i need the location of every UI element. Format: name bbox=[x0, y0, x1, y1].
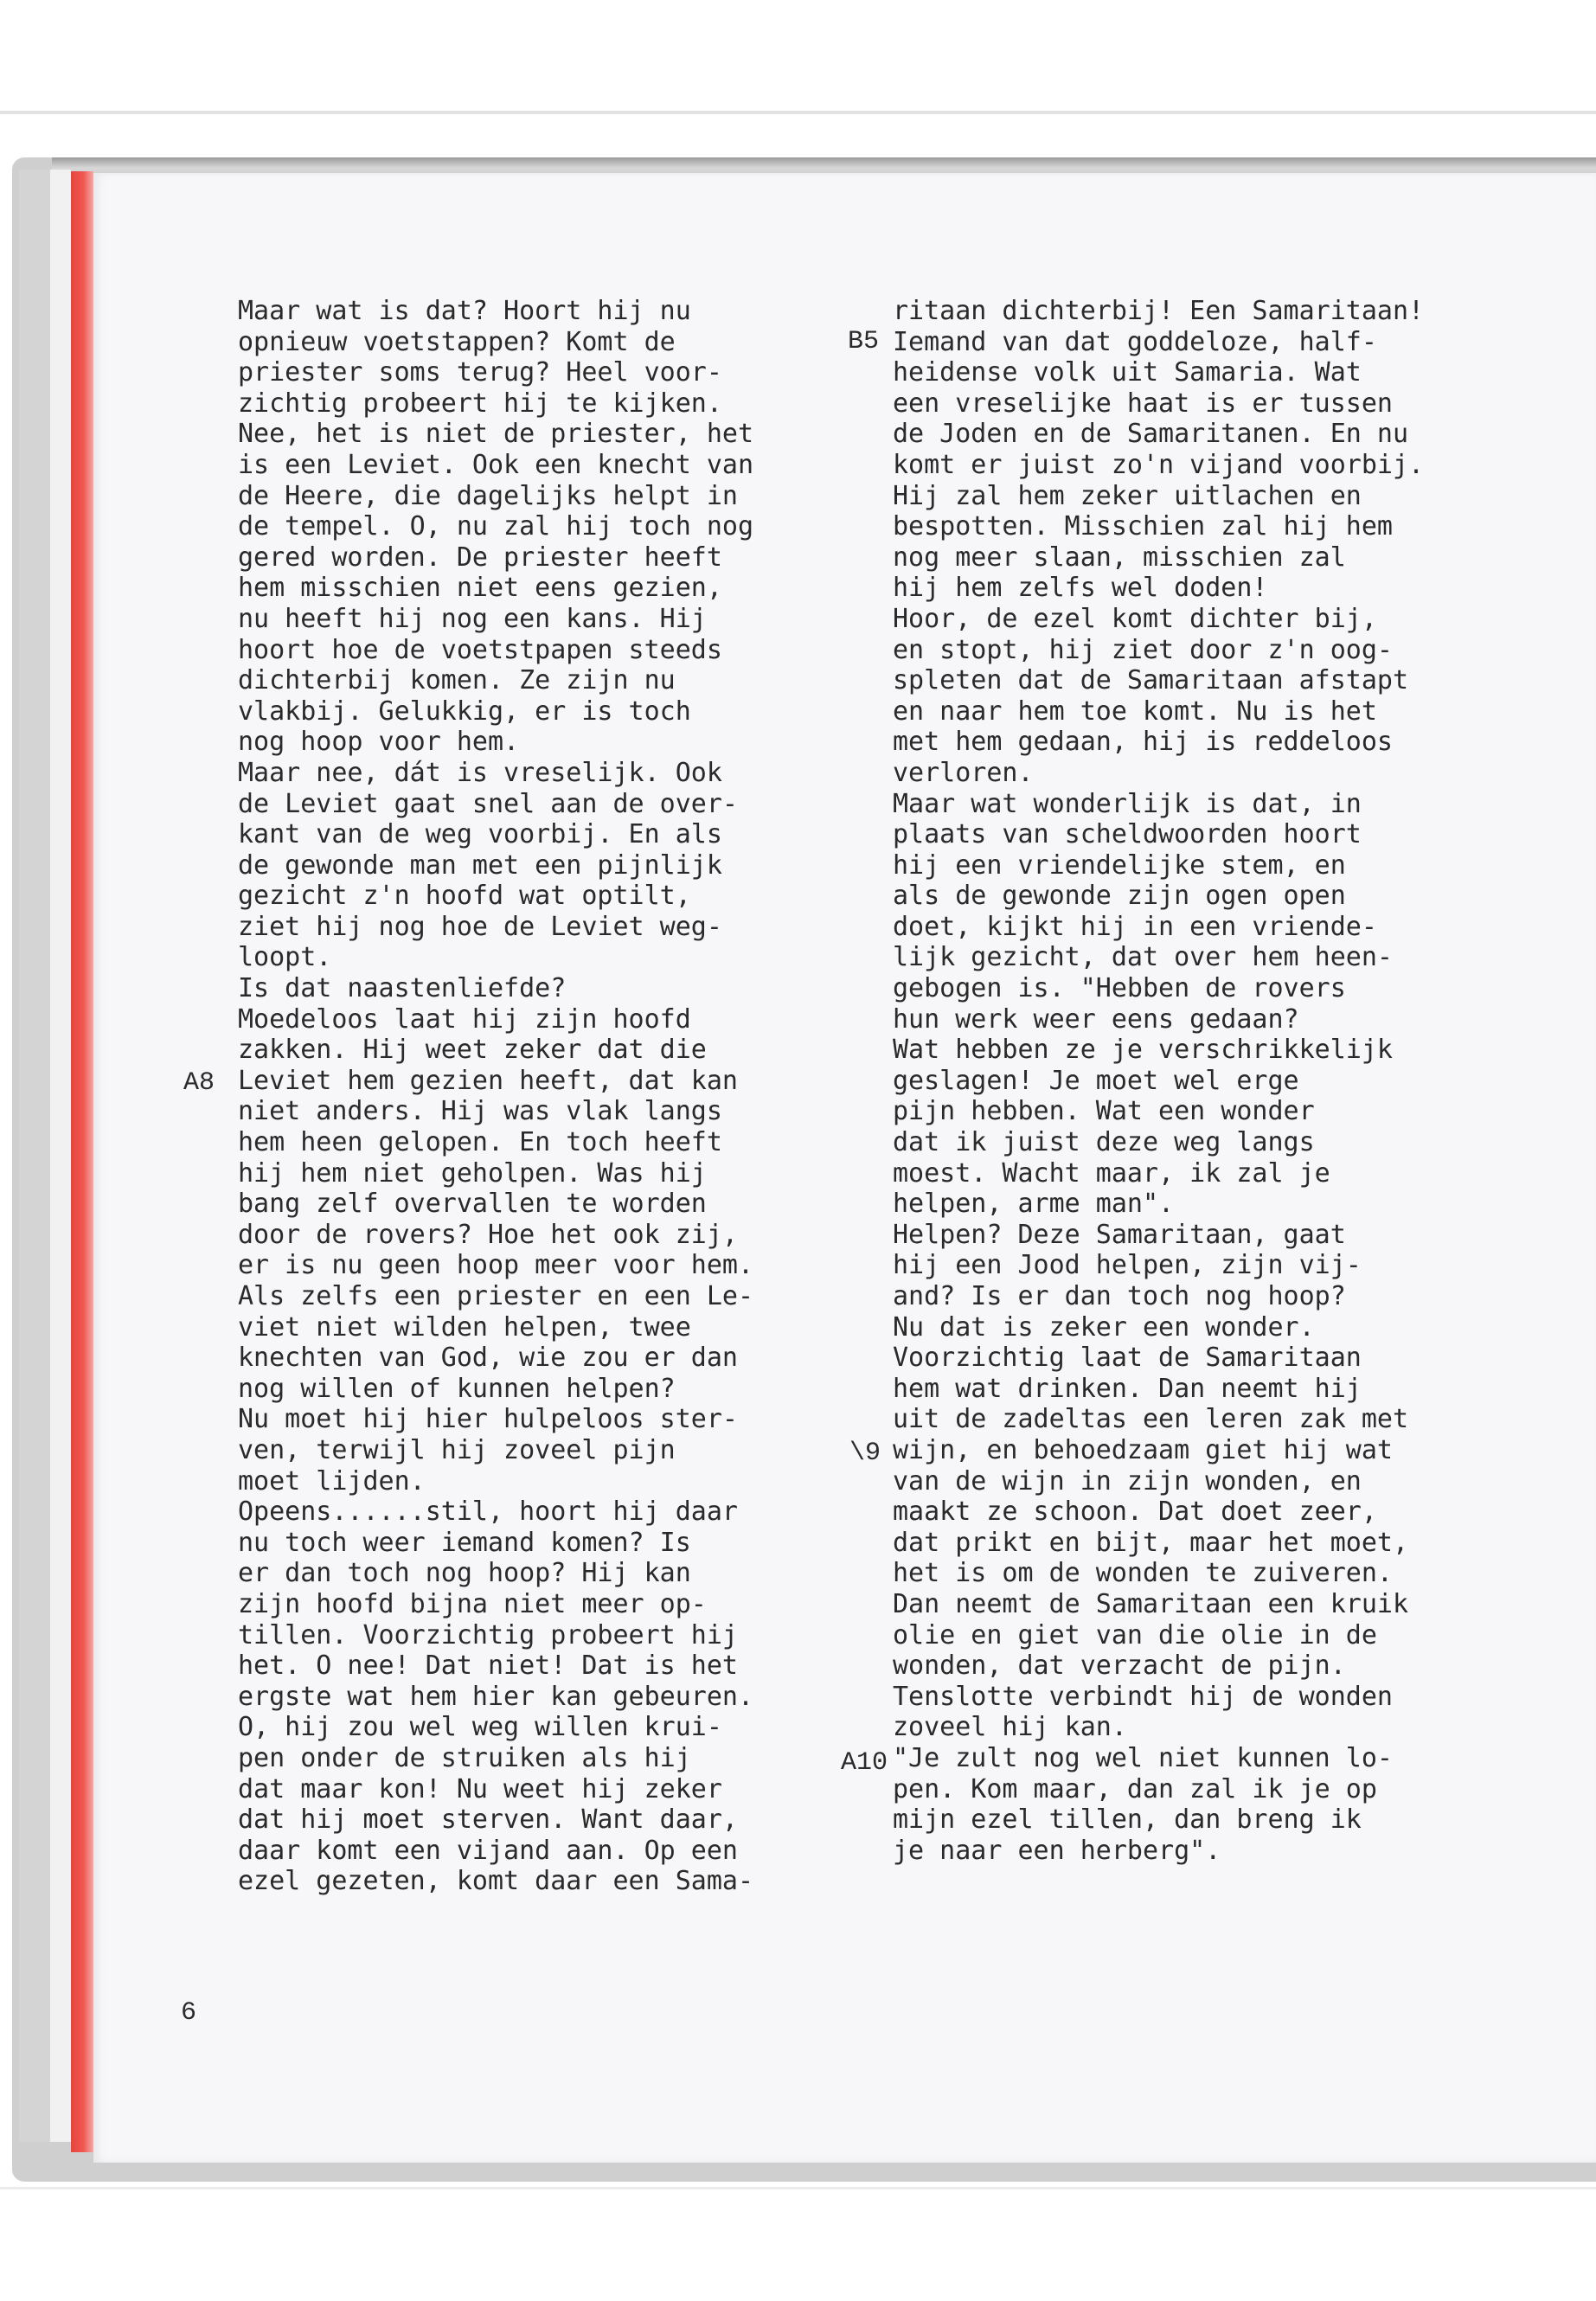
page-number: 6 bbox=[181, 1998, 197, 2028]
scan-top-border bbox=[0, 111, 1596, 114]
margin-marker-a9: \9 bbox=[849, 1439, 881, 1468]
left-text-column: Maar wat is dat? Hoort hij nu opnieuw voetstappen? Komt de priester soms terug? Heel voor- zichtig probeert hij te kijken. Nee, het is niet de priester, het is een Leviet. Ook een knecht van de Heere, die dagelijks helpt in de tempel. O, nu zal hij toch nog gered worden. De priester heeft hem misschien niet eens gezien, nu heeft hij nog een kans. Hij hoort hoe de voetstpapen steeds dichterbij komen. Ze zijn nu vlakbij. Gelukkig, er is toch nog hoop voor hem. Maar nee, dát is vreselijk. Ook de Leviet gaat snel aan de over- kant van de weg voorbij. En als de gewonde man met een pijnlijk gezicht z'n hoofd wat optilt, ziet hij nog hoe de Leviet weg- loopt. Is dat naastenliefde? Moedeloos laat hij zijn hoofd zakken. Hij weet zeker dat die Leviet hem gezien heeft, dat kan niet anders. Hij was vlak langs hem heen gelopen. En toch heeft hij hem niet geholpen. Was hij bang zelf overvallen te worden door de rovers? Hoe het ook zij, er is nu geen hoop meer voor hem. Als zelfs een priester en een Le- viet niet wilden helpen, twee knechten van God, wie zou er dan nog willen of kunnen helpen? Nu moet hij hier hulpeloos ster- ven, terwijl hij zoveel pijn moet lijden. Opeens......stil, hoort hij daar nu toch weer iemand komen? Is er dan toch nog hoop? Hij kan zijn hoofd bijna niet meer op- tillen. Voorzichtig probeert hij het. O nee! Dat niet! Dat is het ergste wat hem hier kan gebeuren. O, hij zou wel weg willen krui- pen onder de struiken als hij dat maar kon! Nu weet hij zeker dat hij moet sterven. Want daar, daar komt een vijand aan. Op een ezel gezeten, komt daar een Sama- bbox=[238, 296, 754, 1897]
page-stack-edge bbox=[50, 170, 71, 2142]
right-text-column: ritaan dichterbij! Een Samaritaan! Iemand van dat goddeloze, half- heidense volk uit Samaria. Wat een vreselijke haat is er tussen de Joden en de Samaritanen. En nu komt er juist zo'n vijand voorbij. Hij zal hem zeker uitlachen en bespotten. Misschien zal hij hem nog meer slaan, misschien zal hij hem zelfs wel doden! Hoor, de ezel komt dichter bij, en stopt, hij ziet door z'n oog- spleten dat de Samaritaan afstapt en naar hem toe komt. Nu is het met hem gedaan, hij is reddeloos verloren. Maar wat wonderlijk is dat, in plaats van scheldwoorden hoort hij een vriendelijke stem, en als de gewonde zijn ogen open doet, kijkt hij in een vriende- lijk gezicht, dat over hem heen- gebogen is. "Hebben de rovers hun werk weer eens gedaan? Wat hebben ze je verschrikkelijk geslagen! Je moet wel erge pijn hebben. Wat een wonder dat ik juist deze weg langs moest. Wacht maar, ik zal je helpen, arme man". Helpen? Deze Samaritaan, gaat hij een Jood helpen, zijn vij- and? Is er dan toch nog hoop? Nu dat is zeker een wonder. Voorzichtig laat de Samaritaan hem wat drinken. Dan neemt hij uit de zadeltas een leren zak met wijn, en behoedzaam giet hij wat van de wijn in zijn wonden, en maakt ze schoon. Dat doet zeer, dat prikt en bijt, maar het moet, het is om de wonden te zuiveren. Dan neemt de Samaritaan een kruik olie en giet van die olie in de wonden, dat verzacht de pijn. Tenslotte verbindt hij de wonden zoveel hij kan. "Je zult nog wel niet kunnen lo- pen. Kom maar, dan zal ik je op mijn ezel tillen, dan breng ik je naar een herberg". bbox=[893, 296, 1425, 1866]
margin-marker-a8: A8 bbox=[183, 1068, 215, 1098]
red-page-edge bbox=[71, 171, 93, 2152]
scan-bottom-border bbox=[0, 2187, 1596, 2189]
margin-marker-a10: A10 bbox=[841, 1748, 888, 1778]
margin-marker-b5: B5 bbox=[848, 327, 880, 356]
